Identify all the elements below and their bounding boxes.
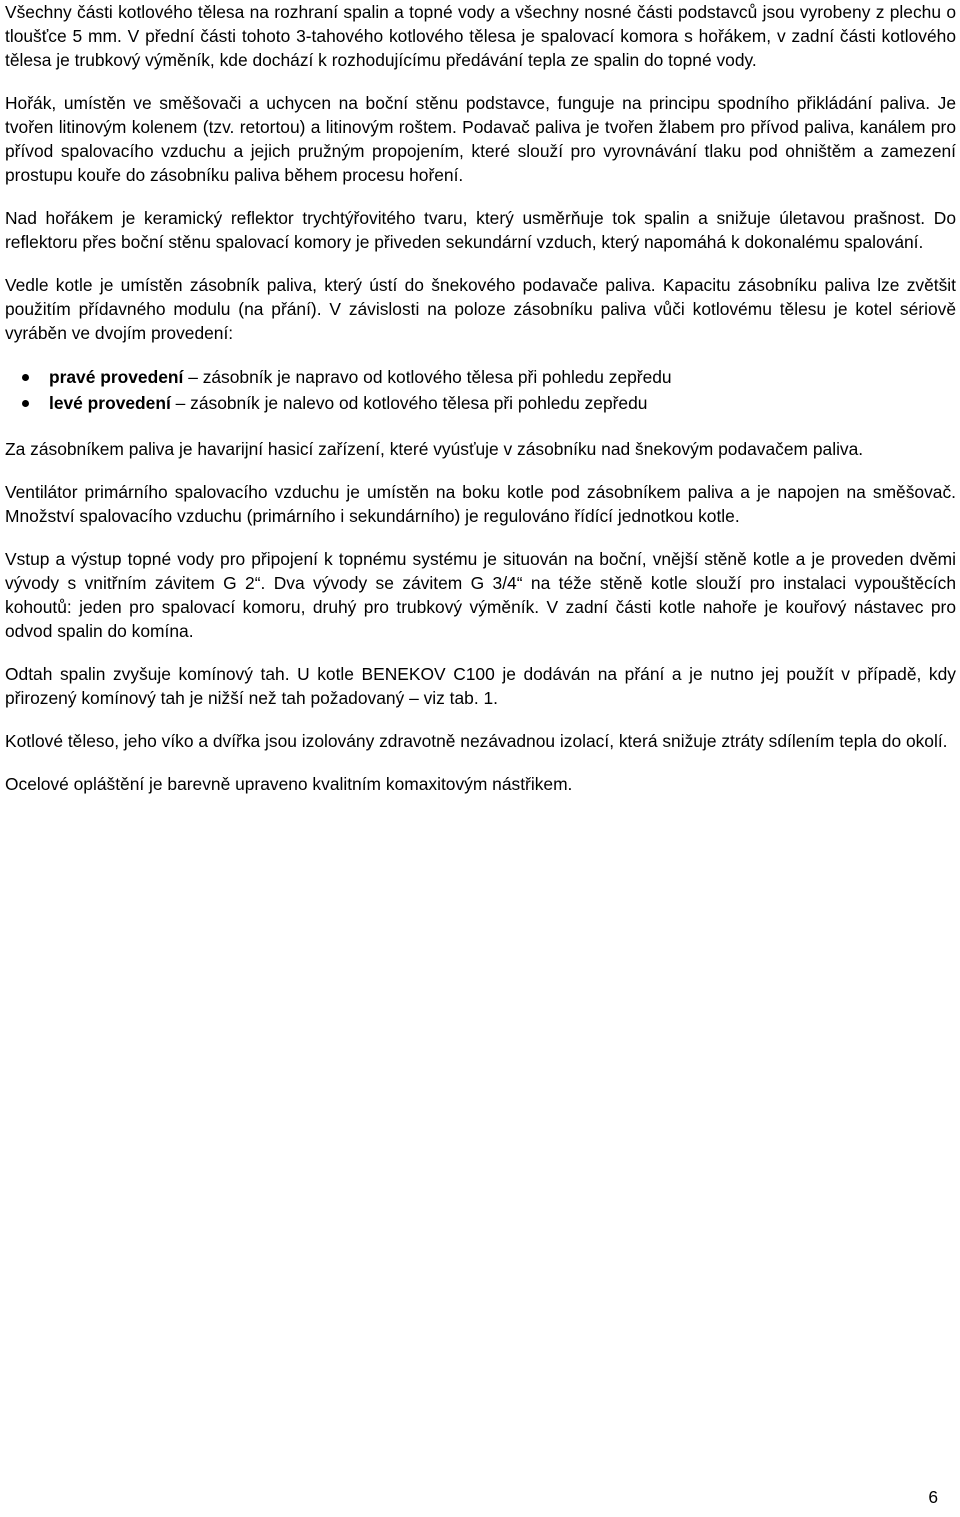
paragraph-casing: Ocelové opláštění je barevně upraveno kvalitním komaxitovým nástřikem. (5, 774, 573, 794)
paragraph-fuel-hopper: Vedle kotle je umístěn zásobník paliva, který ústí do šnekového podavače paliva. Kapacitu zásobníku paliva lze zvětšit použitím přídavného modulu (na přání). V závislosti na poloze zásobníku paliva vůči kotlovému tělesu je kotel sériově vyráběn ve dvojím provedení: (5, 275, 956, 343)
paragraph-insulation: Kotlové těleso, jeho víko a dvířka jsou izolovány zdravotně nezávadnou izolací, která snižuje ztráty sdílením tepla do okolí. (5, 731, 948, 751)
paragraph-water-connections: Vstup a výstup topné vody pro připojení k topnému systému je situován na boční, vnější stěně kotle a je proveden dvěmi vývody s vnitřním závitem G 2“. Dva vývody se závitem G 3/4“ na téže stěně kotle slouží pro instalaci vypouštěcích kohoutů: jeden pro spalovací komoru, druhý pro trubkový výměník. V zadní části kotle nahoře je kouřový nástavec pro odvod spalin do komína. (5, 549, 956, 641)
variant-list (5, 364, 956, 416)
paragraph-reflector: Nad hořákem je keramický reflektor trychtýřovitého tvaru, který usměrňuje tok spalin a snižuje úletavou prašnost. Do reflektoru přes boční stěnu spalovací komory je přiveden sekundární vzduch, který napomáhá k dokonalému spalování. (5, 208, 956, 252)
variant-term-left: levé provedení (49, 393, 171, 413)
variant-text-left: – zásobník je nalevo od kotlového tělesa při pohledu zepředu (170, 393, 648, 413)
list-item (5, 390, 956, 416)
list-item (5, 364, 956, 390)
variant-term-right: pravé provedení (49, 367, 184, 387)
paragraph-flue-draft: Odtah spalin zvyšuje komínový tah. U kotle BENEKOV C100 je dodáván na přání a je nutno jej použít v případě, kdy přirozený komínový tah je nižší než tah požadovaný – viz tab. 1. (5, 664, 956, 708)
paragraph-boiler-body: Všechny části kotlového tělesa na rozhraní spalin a topné vody a všechny nosné části podstavců jsou vyrobeny z plechu o tloušťce 5 mm. V přední části tohoto 3-tahového kotlového tělesa je spalovací komora s hořákem, v zadní části kotlového tělesa je trubkový výměník, kde dochází k rozhodujícímu předávání tepla ze spalin do topné vody. (5, 2, 956, 70)
variant-text-right: – zásobník je napravo od kotlového tělesa při pohledu zepředu (183, 367, 672, 387)
paragraph-burner: Hořák, umístěn ve směšovači a uchycen na boční stěnu podstavce, funguje na principu spodního přikládání paliva. Je tvořen litinovým kolenem (tzv. retortou) a litinovým roštem. Podavač paliva je tvořen žlabem pro přívod paliva, kanálem pro přívod spalovacího vzduchu a jejich pružným propojením, které slouží pro vyrovnávání tlaku pod ohništěm a zamezení prostupu kouře do zásobníku paliva během procesu hoření. (5, 93, 956, 185)
bullet-icon (22, 400, 29, 407)
bullet-icon (22, 374, 29, 381)
document-page (5, 0, 956, 815)
page-number: 6 (928, 1487, 938, 1507)
paragraph-fan: Ventilátor primárního spalovacího vzduchu je umístěn na boku kotle pod zásobníkem paliva a je napojen na směšovač. Množství spalovacího vzduchu (primárního i sekundárního) je regulováno řídící jednotkou kotle. (5, 482, 956, 526)
paragraph-fire-extinguisher: Za zásobníkem paliva je havarijní hasicí zařízení, které vyúsťuje v zásobníku nad šnekovým podavačem paliva. (5, 439, 864, 459)
